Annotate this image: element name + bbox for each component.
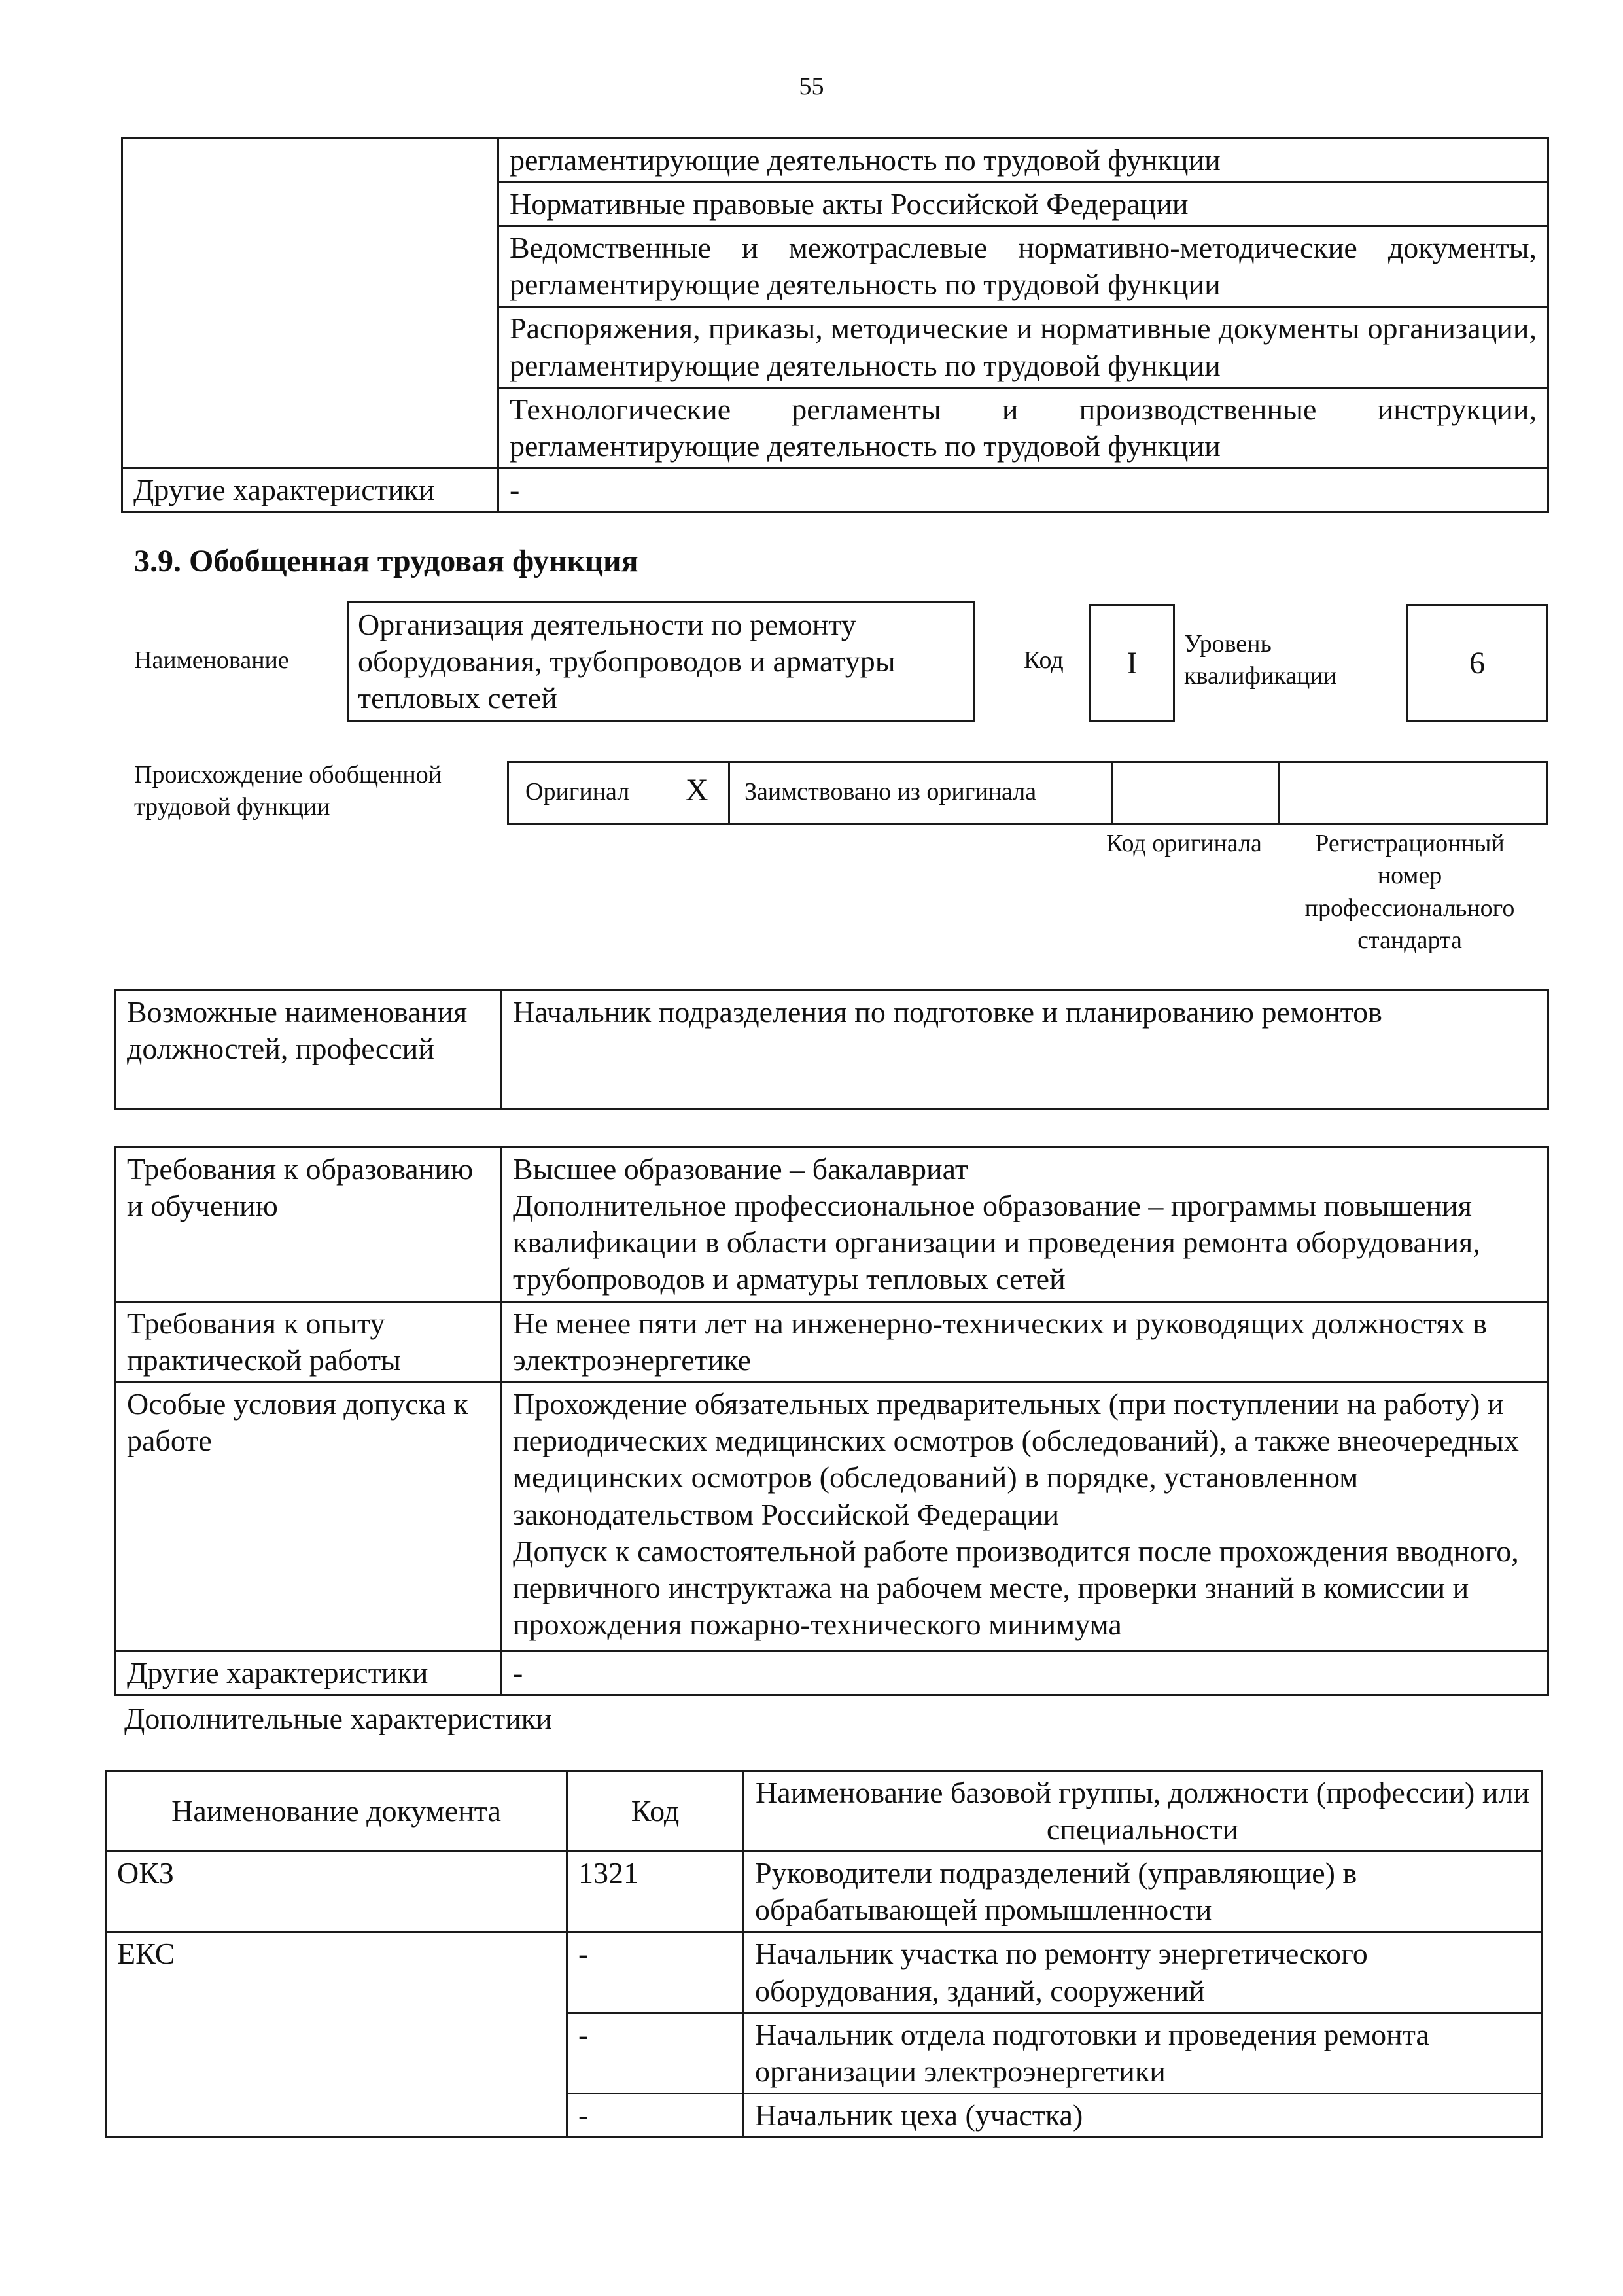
origin-label: Происхождение обобщенной трудовой функции xyxy=(134,761,442,821)
other-characteristics-label: Другие характеристики xyxy=(122,468,498,512)
education-line: Дополнительное профессиональное образование – программы повышения квалификации в области организации и проведения ремонта оборудования, трубопроводов и арматуры тепловых сетей xyxy=(513,1189,1480,1296)
okz-doc: ОКЗ xyxy=(106,1852,567,1932)
header-code: Код xyxy=(567,1771,744,1852)
origin-divider xyxy=(1111,763,1113,823)
additional-table xyxy=(105,1770,1543,2138)
list-item: Технологические регламенты и производственные инструкции, регламентирующие деятельность по трудовой функции xyxy=(498,387,1548,468)
section-title: 3.9. Обобщенная трудовая функция xyxy=(134,544,638,578)
conditions-label: Особые условия допуска к работе xyxy=(116,1383,502,1651)
table-row xyxy=(122,468,1548,512)
table-row xyxy=(116,1651,1548,1695)
list-item: Распоряжения, приказы, методические и нормативные документы организации, регламентирующие деятельность по трудовой функции xyxy=(498,307,1548,387)
name-box xyxy=(347,601,975,722)
education-line: Высшее образование – бакалавриат xyxy=(513,1152,968,1186)
positions-label: Возможные наименования должностей, профессий xyxy=(116,991,502,1109)
eks-code: - xyxy=(567,2093,744,2137)
additional-title: Дополнительные характеристики xyxy=(124,1702,552,1735)
eks-name: Начальник отдела подготовки и проведения ремонта организации электроэнергетики xyxy=(744,2013,1542,2093)
eks-code: - xyxy=(567,2013,744,2093)
experience-label: Требования к опыту практической работы xyxy=(116,1302,502,1383)
okz-code: 1321 xyxy=(567,1852,744,1932)
eks-name: Начальник участка по ремонту энергетического оборудования, зданий, сооружений xyxy=(744,1932,1542,2013)
table-row xyxy=(116,991,1548,1109)
original-code-caption: Код оригинала xyxy=(1106,830,1262,857)
table-row xyxy=(116,1148,1548,1302)
original-label: Оригинал xyxy=(525,778,630,805)
positions-table xyxy=(114,989,1549,1110)
education-label: Требования к образованию и обучению xyxy=(116,1148,502,1302)
code-box xyxy=(1089,604,1175,722)
code-value: I xyxy=(1126,646,1138,680)
empty-label-cell xyxy=(122,139,498,468)
table-row xyxy=(116,1383,1548,1651)
origin-box xyxy=(507,761,1548,825)
original-mark: X xyxy=(686,773,708,807)
education-value xyxy=(502,1148,1548,1302)
eks-name: Начальник цеха (участка) xyxy=(744,2093,1542,2137)
borrowed-label: Заимствовано из оригинала xyxy=(744,778,1037,805)
table-row xyxy=(106,1852,1542,1932)
eks-code: - xyxy=(567,1932,744,2013)
registration-number-caption: Регистрационный номер профессионального стандарта xyxy=(1304,830,1515,955)
list-item: Нормативные правовые акты Российской Федерации xyxy=(498,183,1548,226)
header-name: Наименование базовой группы, должности (профессии) или специальности xyxy=(744,1771,1542,1852)
level-value: 6 xyxy=(1469,646,1485,680)
page-number: 55 xyxy=(799,73,824,100)
origin-divider xyxy=(1278,763,1280,823)
other-characteristics-value: - xyxy=(498,468,1548,512)
level-box xyxy=(1406,604,1548,722)
generalized-function-name: Организация деятельности по ремонту оборудования, трубопроводов и арматуры тепловых сетей xyxy=(358,608,896,715)
table-row xyxy=(116,1302,1548,1383)
requirements-table xyxy=(114,1146,1549,1696)
level-label: Уровень квалификации xyxy=(1184,630,1337,690)
header-document: Наименование документа xyxy=(106,1771,567,1852)
list-item: регламентирующие деятельность по трудовой функции xyxy=(498,139,1548,183)
table-row xyxy=(122,139,1548,183)
eks-doc: ЕКС xyxy=(106,1932,567,2138)
other-characteristics-label: Другие характеристики xyxy=(116,1651,502,1695)
top-table xyxy=(121,137,1549,513)
origin-divider xyxy=(728,763,730,823)
okz-name: Руководители подразделений (управляющие) в обрабатывающей промышленности xyxy=(744,1852,1542,1932)
other-characteristics-value: - xyxy=(502,1651,1548,1695)
table-row xyxy=(106,1932,1542,2013)
experience-value: Не менее пяти лет на инженерно-технических и руководящих должностях в электроэнергетике xyxy=(502,1302,1548,1383)
list-item: Ведомственные и межотраслевые нормативно-методические документы, регламентирующие деятельность по трудовой функции xyxy=(498,226,1548,307)
conditions-line: Допуск к самостоятельной работе производится после прохождения вводного, первичного инструктажа на рабочем месте, проверки знаний в комиссии и прохождения пожарно-технического минимума xyxy=(513,1534,1519,1641)
table-row xyxy=(106,1771,1542,1852)
code-label: Код xyxy=(1024,646,1064,674)
name-label: Наименование xyxy=(134,646,289,674)
conditions-line: Прохождение обязательных предварительных (при поступлении на работу) и периодических медицинских осмотров (обследований), а также внеочередных медицинских осмотров (обследований) в порядке, установленном законодательством Российской Федерации xyxy=(513,1387,1519,1531)
positions-value: Начальник подразделения по подготовке и планированию ремонтов xyxy=(502,991,1548,1109)
conditions-value xyxy=(502,1383,1548,1651)
